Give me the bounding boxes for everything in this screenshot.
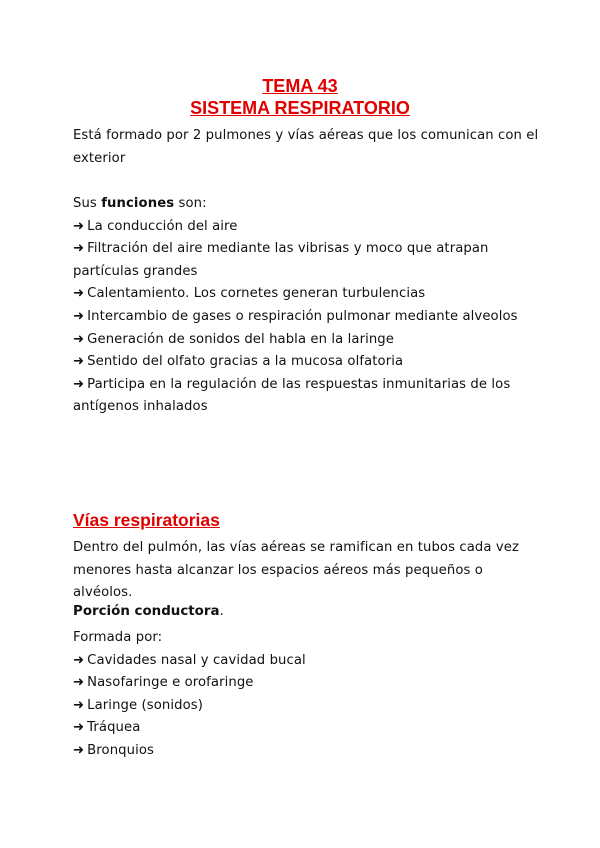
list-item: ➜ Tráquea [73, 720, 141, 736]
section-heading-vias: Vías respiratorias [73, 510, 220, 530]
list-item: ➜ Bronquios [73, 742, 154, 758]
page-title-number: TEMA 43 [262, 76, 338, 96]
funciones-keyword: funciones [101, 196, 175, 211]
porcion-list [73, 650, 543, 763]
arrow-icon: ➜ [73, 675, 85, 691]
list-item: ➜ Nasofaringe e orofaringe [73, 675, 254, 691]
arrow-icon: ➜ [73, 241, 85, 257]
funciones-section [73, 193, 543, 419]
list-item: ➜ Sentido del olfato gracias a la mucosa olfatoria [73, 354, 404, 370]
list-item: ➜ Cavidades nasal y cavidad bucal [73, 652, 306, 668]
page-title: SISTEMA RESPIRATORIO [190, 98, 410, 118]
arrow-icon: ➜ [73, 218, 85, 234]
list-item: ➜ Laringe (sonidos) [73, 697, 203, 713]
arrow-icon: ➜ [73, 720, 85, 736]
arrow-icon: ➜ [73, 742, 85, 758]
funciones-list [73, 216, 543, 419]
arrow-icon: ➜ [73, 286, 85, 302]
arrow-icon: ➜ [73, 331, 85, 347]
arrow-icon: ➜ [73, 652, 85, 668]
porcion-lead: Formada por: [73, 630, 163, 645]
funciones-lead: Sus funciones son: [73, 196, 207, 211]
intro-paragraph: Está formado por 2 pulmones y vías aéreas que los comunican con el exterior [73, 128, 539, 166]
list-item: ➜ Filtración del aire mediante las vibrisas y moco que atrapan partículas grandes [73, 241, 489, 279]
arrow-icon: ➜ [73, 308, 85, 324]
section-heading-porcion: Porción conductora. [73, 604, 224, 619]
list-item: ➜ Participa en la regulación de las respuestas inmunitarias de los antígenos inhalados [73, 376, 511, 415]
list-item: ➜ Calentamiento. Los cornetes generan turbulencias [73, 286, 426, 302]
list-item: ➜ La conducción del aire [73, 218, 238, 234]
arrow-icon: ➜ [73, 354, 85, 370]
arrow-icon: ➜ [73, 697, 85, 713]
arrow-icon: ➜ [73, 376, 85, 392]
vias-paragraph: Dentro del pulmón, las vías aéreas se ramifican en tubos cada vez menores hasta alcanzar los espacios aéreos más pequeños o alvéolos. [73, 540, 519, 601]
list-item: ➜ Generación de sonidos del habla en la laringe [73, 331, 394, 347]
list-item: ➜ Intercambio de gases o respiración pulmonar mediante alveolos [73, 308, 518, 324]
porcion-section [73, 627, 543, 763]
